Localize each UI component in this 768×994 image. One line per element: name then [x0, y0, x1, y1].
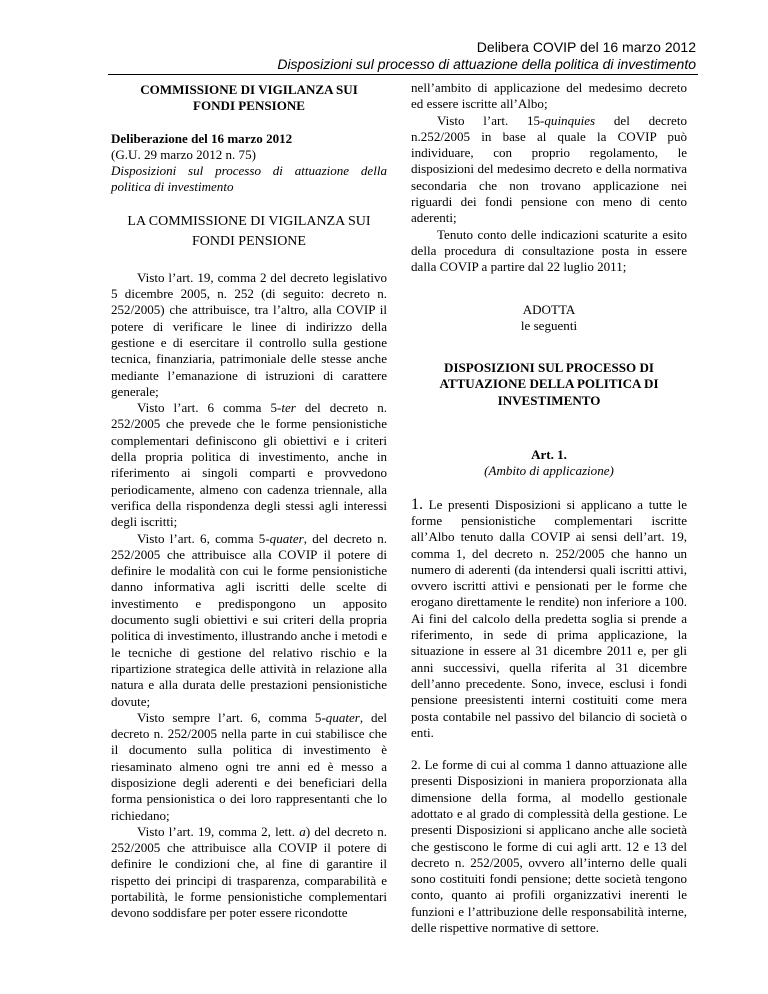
header-subtitle: Disposizioni sul processo di attuazione della politica di investimento: [277, 56, 696, 72]
adopts-heading: [411, 302, 687, 335]
recital-6: Visto l’art. 15-quinquies del decreto n.252/2005 in base al quale la COVIP può individuare, con proprio regolamento, le disposizioni del medesimo decreto e della normativa secondaria che non trovano applicazione nei riguardi dei fondi pensione con meno di cento aderenti;: [411, 112, 687, 226]
article-1-heading: [411, 447, 687, 480]
recital-1: Visto l’art. 19, comma 2 del decreto legislativo 5 dicembre 2005, n. 252 (di seguito: decreto n. 252/2005) che attribuisce, tra l’altro, alla COVIP il potere di verificare le linee di indirizzo della gestione e di esercitare il controllo sulla gestione tecnica, finanziaria, patrimoniale delle stesse anche mediante l’emanazione di istruzioni di carattere generale;: [111, 269, 387, 399]
header-title: Delibera COVIP del 16 marzo 2012: [476, 39, 696, 55]
commission-line-2: FONDI PENSIONE: [192, 233, 306, 249]
authority-line-1: COMMISSIONE DI VIGILANZA SUI: [140, 82, 358, 97]
authority-name: [111, 82, 387, 115]
provisions-title: [411, 360, 687, 409]
recital-4: Visto sempre l’art. 6, comma 5-quater, del decreto n. 252/2005 nella parte in cui stabilisce che il documento sulla politica di investimento è riesaminato almeno ogni tre anni ed è messo a disposizione degli aderenti e dei beneficiari della forma pensionistica o dei loro rappresentanti che lo richiedano;: [111, 709, 387, 823]
article-title: (Ambito di applicazione): [484, 463, 614, 479]
recital-3: Visto l’art. 6, comma 5-quater, del decreto n. 252/2005 che attribuisce alla COVIP il potere di definire le modalità con cui le forme pensionistiche danno informativa agli iscritti delle scelte di investimento e predispongono un apposito documento sugli obiettivi e sui criteri della propria politica di investimento, illustrando anche i metodi e le tecniche di gestione del relativo rischio e la ripartizione strategica delle attività in relazione alla natura e alla durata delle prestazioni pensionistiche dovute;: [111, 530, 387, 709]
recital-2: Visto l’art. 6 comma 5-ter del decreto n. 252/2005 che prevede che le forme pensionistiche complementari definiscono gli obiettivi e i criteri della propria politica di investimento, anche in riferimento ai singoli comparti e provvedono periodicamente, almeno con cadenza triennale, alla verifica della rispondenza degli stessi agli interessi degli iscritti;: [111, 400, 387, 530]
article-1-paragraph-2: 2. Le forme di cui al comma 1 danno attuazione alle presenti Disposizioni in maniera proporzionata alla dimensione della forma, al modello gestionale adottato e al grado di complessità della gestione. Le presenti Disposizioni si applicano anche alle società che gestiscono le forme di cui agli artt. 12 e 13 del decreto n. 252/2005, ovvero all’interno delle quali sono costituiti fondi pensione; dette società tengono conto, quanto ai profili organizzativi inerenti le funzioni e l’attribuzione delle responsabilità interne, delle rispettive normative di settore.: [411, 757, 687, 936]
left-column: [111, 82, 387, 922]
provisions-title-line-2: ATTUAZIONE DELLA POLITICA DI: [439, 376, 659, 392]
provisions-title-line-3: INVESTIMENTO: [497, 392, 601, 408]
provisions-title-line-1: DISPOSIZIONI SUL PROCESSO DI: [444, 360, 654, 376]
deliberation-subject: Disposizioni sul processo di attuazione della politica di investimento: [111, 163, 387, 195]
authority-line-2: FONDI PENSIONE: [192, 98, 305, 114]
article-1-paragraph-1: 1. Le presenti Disposizioni si applicano a tutte le forme pensionistiche complementari iscritte all’Albo tenuto dalla COVIP ai sensi dell’art. 19, comma 1, del decreto n. 252/2005 che hanno un numero di aderenti (da intendersi quali iscritti attivi, ovvero iscritti attivi e pensionati per le forme che erogano direttamente le rendite) non inferiore a 100. Ai fini del calcolo della predetta soglia si prende a riferimento, in sede di prima applicazione, la situazione in essere al 31 dicembre 2011 e, per gli anni successivi, quella riferita al 31 dicembre dell’anno precedente. Sono, invece, esclusi i fondi pensione preesistenti interni costituiti come mera posta contabile nel passivo del bilancio di società o enti.: [411, 495, 687, 740]
commission-line-1: LA COMMISSIONE DI VIGILANZA SUI: [127, 213, 371, 229]
adotta-label: ADOTTA: [522, 301, 576, 317]
page-header: [108, 39, 696, 73]
recital-5: Visto l’art. 19, comma 2, lett. a) del decreto n. 252/2005 che attribuisce alla COVIP il potere di definire le condizioni che, al fine di garantire il rispetto dei principi di trasparenza, comparabilità e portabilità, le forme pensionistiche complementari devono soddisfare per poter essere ricondotte: [111, 823, 387, 921]
header-rule: [108, 74, 698, 75]
recital-7: Tenuto conto delle indicazioni scaturite a esito della procedura di consultazione posta in essere dalla COVIP a partire dal 22 luglio 2011;: [411, 226, 687, 275]
recital-5-continued: nell’ambito di applicazione del medesimo decreto ed essere iscritte all’Albo;: [411, 80, 687, 112]
gazette-reference: (G.U. 29 marzo 2012 n. 75): [111, 146, 256, 162]
article-number: Art. 1.: [531, 447, 567, 463]
seguenti-label: le seguenti: [520, 317, 578, 333]
commission-heading: [111, 212, 387, 252]
right-column: [411, 80, 687, 936]
deliberation-date: Deliberazione del 16 marzo 2012: [111, 130, 293, 146]
